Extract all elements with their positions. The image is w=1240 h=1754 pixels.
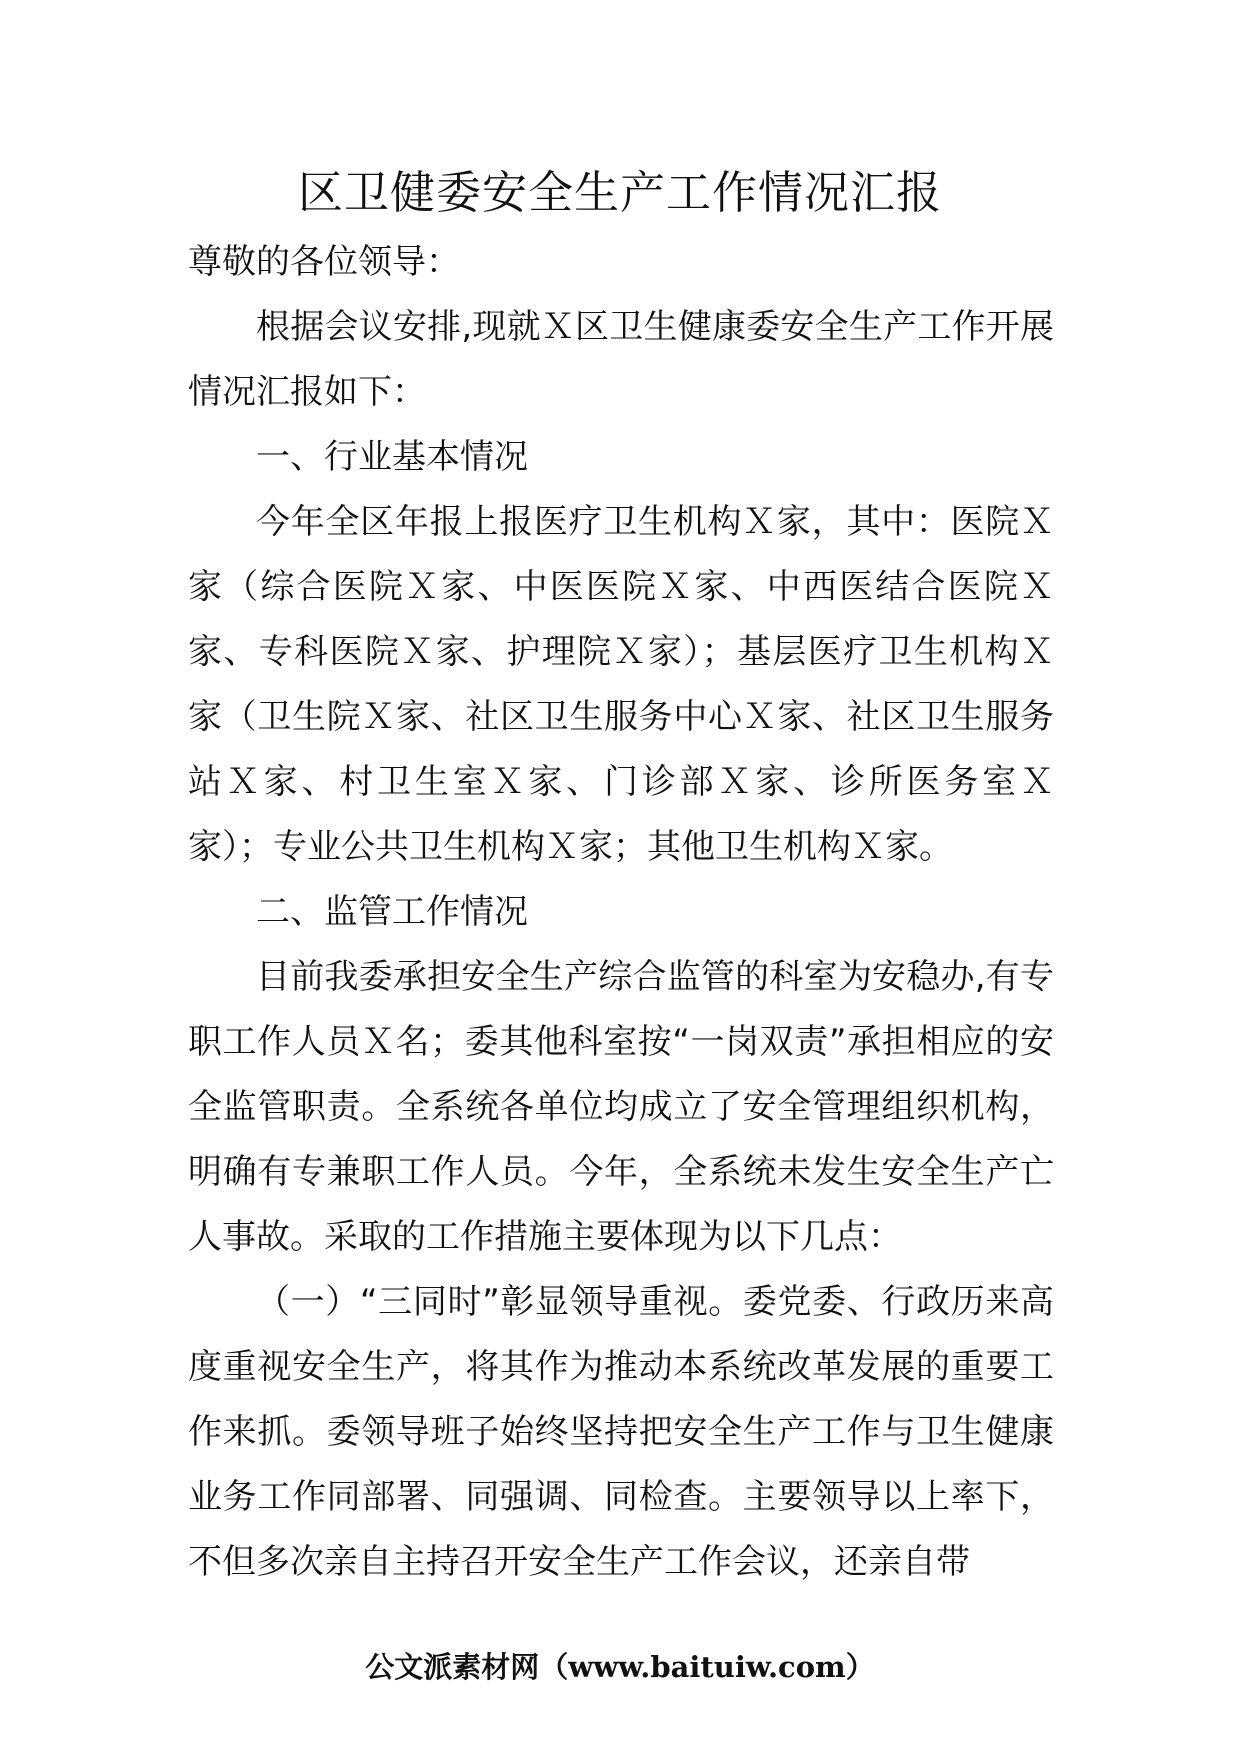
section-heading-2: 二、监管工作情况	[256, 892, 528, 932]
section-heading-1: 一、行业基本情况	[256, 437, 528, 477]
footer-watermark: 公文派素材网（www.baituiw.com）	[365, 1650, 875, 1684]
paragraph-industry-overview: 今年全区年报上报医疗卫生机构Ｘ家，其中：医院Ｘ家（综合医院Ｘ家、中医医院Ｘ家、中西医结合医院Ｘ家、专科医院Ｘ家、护理院Ｘ家）；基层医疗卫生机构Ｘ家（卫生院Ｘ家、社区卫生服务中心Ｘ家、社区卫生服务站Ｘ家、村卫生室Ｘ家、门诊部Ｘ家、诊所医务室Ｘ家）；专业公共卫生机构Ｘ家；其他卫生机构Ｘ家。	[188, 502, 1054, 867]
paragraph-measure-1: （一）“三同时”彰显领导重视。委党委、行政历来高度重视安全生产，将其作为推动本系统改革发展的重要工作来抓。委领导班子始终坚持把安全生产工作与卫生健康业务工作同部署、同强调、同检查。主要领导以上率下，不但多次亲自主持召开安全生产工作会议，还亲自带	[188, 1282, 1054, 1582]
document-title: 区卫健委安全生产工作情况汇报	[297, 166, 942, 219]
salutation: 尊敬的各位领导：	[188, 242, 460, 282]
document-body	[188, 230, 1054, 1595]
paragraph-supervision: 目前我委承担安全生产综合监管的科室为安稳办,有专职工作人员Ｘ名；委其他科室按“一岗双责”承担相应的安全监管职责。全系统各单位均成立了安全管理组织机构，明确有专兼职工作人员。今年，全系统未发生安全生产亡人事故。采取的工作措施主要体现为以下几点：	[188, 957, 1054, 1257]
paragraph-intro: 根据会议安排,现就Ｘ区卫生健康委安全生产工作开展情况汇报如下：	[188, 307, 1054, 412]
